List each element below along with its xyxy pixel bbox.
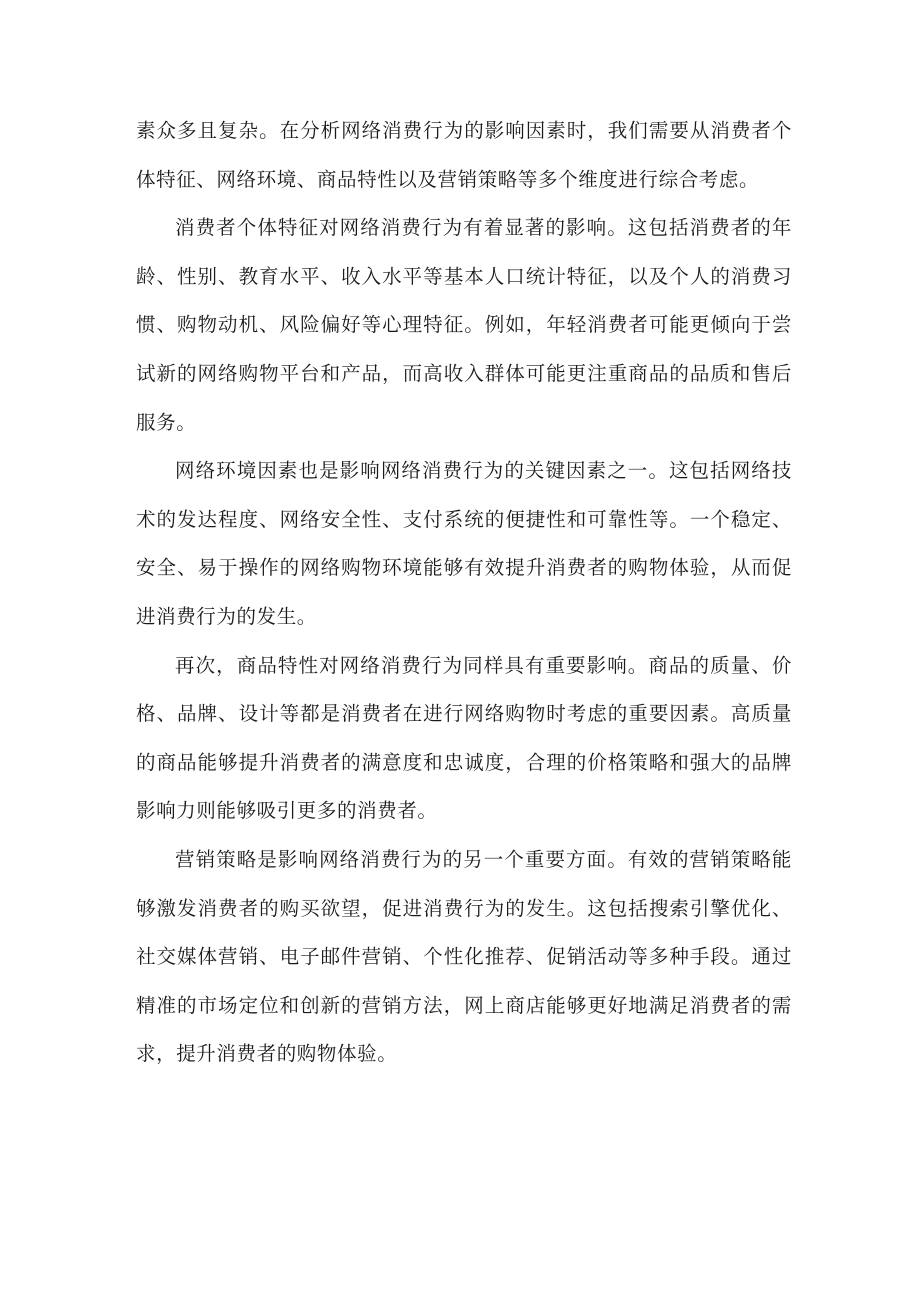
paragraph-network-environment: 网络环境因素也是影响网络消费行为的关键因素之一。这包括网络技术的发达程度、网络安全性、支付系统的便捷性和可靠性等。一个稳定、安全、易于操作的网络购物环境能够有效提升消费者的购物体验，从而促进消费行为的发生。: [136, 459, 792, 628]
document-body: [136, 107, 792, 1079]
paragraph-continuation: 素众多且复杂。在分析网络消费行为的影响因素时，我们需要从消费者个体特征、网络环境、商品特性以及营销策略等多个维度进行综合考虑。: [136, 119, 792, 191]
paragraph-individual-characteristics: 消费者个体特征对网络消费行为有着显著的影响。这包括消费者的年龄、性别、教育水平、收入水平等基本人口统计特征，以及个人的消费习惯、购物动机、风险偏好等心理特征。例如，年轻消费者可能更倾向于尝试新的网络购物平台和产品，而高收入群体可能更注重商品的品质和售后服务。: [136, 216, 792, 434]
paragraph-product-characteristics: 再次，商品特性对网络消费行为同样具有重要影响。商品的质量、价格、品牌、设计等都是消费者在进行网络购物时考虑的重要因素。高质量的商品能够提升消费者的满意度和忠诚度，合理的价格策略和强大的品牌影响力则能够吸引更多的消费者。: [136, 653, 792, 823]
paragraph-marketing-strategy: 营销策略是影响网络消费行为的另一个重要方面。有效的营销策略能够激发消费者的购买欲望，促进消费行为的发生。这包括搜索引擎优化、社交媒体营销、电子邮件营销、个性化推荐、促销活动等多种手段。通过精准的市场定位和创新的营销方法，网上商店能够更好地满足消费者的需求，提升消费者的购物体验。: [136, 847, 792, 1066]
